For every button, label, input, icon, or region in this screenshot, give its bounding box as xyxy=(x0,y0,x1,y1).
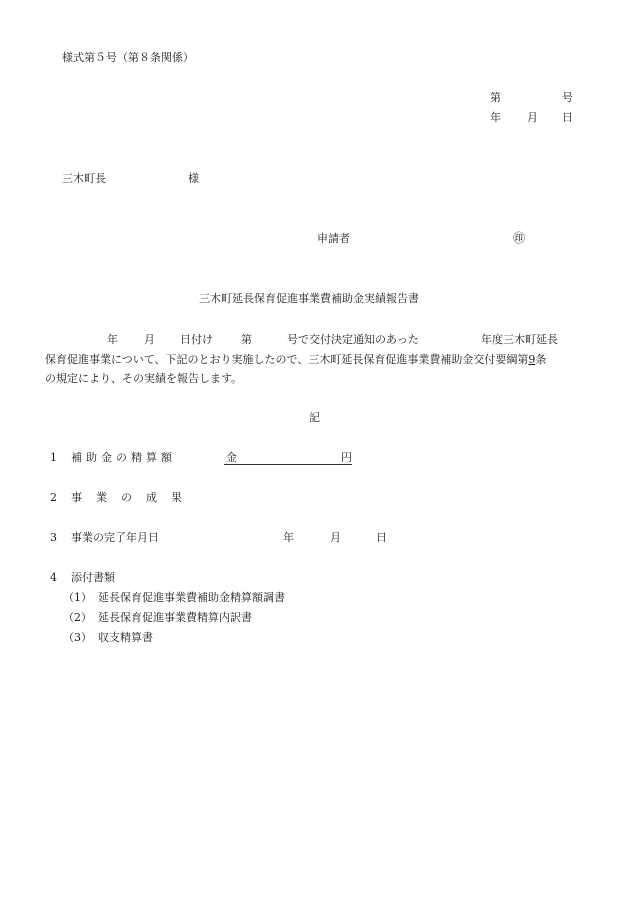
applicant-label: 申請者 xyxy=(317,232,350,245)
doc-ref-dai: 第 xyxy=(490,91,501,104)
amount-yen: 円 xyxy=(341,451,352,464)
attachment-3-number: （3） xyxy=(63,631,92,644)
item-3-number: 3 xyxy=(50,531,57,544)
item-4-label: 添付書類 xyxy=(71,571,115,584)
body-line-3: の規定により、その実績を報告します。 xyxy=(45,372,243,385)
attachment-1-number: （1） xyxy=(63,591,92,604)
body-line-2-text: 保育促進事業について、下記のとおり実施したので、三木町延長保育促進事業費補助金交付要綱第 xyxy=(45,353,529,366)
article-number: 9 xyxy=(528,353,536,366)
completion-month: 月 xyxy=(330,531,341,544)
recipient-honorific: 様 xyxy=(188,172,199,185)
doc-date-year: 年 xyxy=(490,111,501,124)
body-notice-text: 号で交付決定通知のあった xyxy=(287,333,419,346)
body-month: 月 xyxy=(144,333,155,346)
body-year: 年 xyxy=(107,333,118,346)
item-1-number: 1 xyxy=(50,451,57,464)
body-dai: 第 xyxy=(241,333,252,346)
item-2-label: 事業の成果 xyxy=(71,491,196,504)
attachment-2-text: 延長保育促進事業費精算内訳書 xyxy=(98,611,252,624)
recipient-name: 三木町長 xyxy=(62,172,106,185)
item-4-number: 4 xyxy=(50,571,57,584)
attachment-2-number: （2） xyxy=(63,611,92,624)
doc-date-day: 日 xyxy=(562,111,573,124)
seal-mark: ㊞ xyxy=(513,231,526,245)
body-date-suffix: 日付け xyxy=(180,333,213,346)
amount-kin: 金 xyxy=(226,451,237,464)
body-fiscal-year: 年度三木町延長 xyxy=(481,333,558,346)
form-number: 様式第５号（第８条関係） xyxy=(62,51,194,64)
article-suffix: 条 xyxy=(535,353,547,366)
body-line-2 xyxy=(45,354,546,365)
ki-marker: 記 xyxy=(309,411,320,424)
item-2-number: 2 xyxy=(50,491,57,504)
document-title: 三木町延長保育促進事業費補助金実績報告書 xyxy=(199,292,419,305)
attachment-1-text: 延長保育促進事業費補助金精算額調書 xyxy=(98,591,285,604)
item-1-label: 補助金の精算額 xyxy=(71,451,176,464)
completion-day: 日 xyxy=(376,531,387,544)
doc-date-month: 月 xyxy=(527,111,538,124)
item-3-label: 事業の完了年月日 xyxy=(71,531,159,544)
completion-year: 年 xyxy=(283,531,294,544)
amount-underline xyxy=(224,451,352,465)
attachment-3-text: 収支精算書 xyxy=(98,631,153,644)
doc-ref-go: 号 xyxy=(562,91,573,104)
